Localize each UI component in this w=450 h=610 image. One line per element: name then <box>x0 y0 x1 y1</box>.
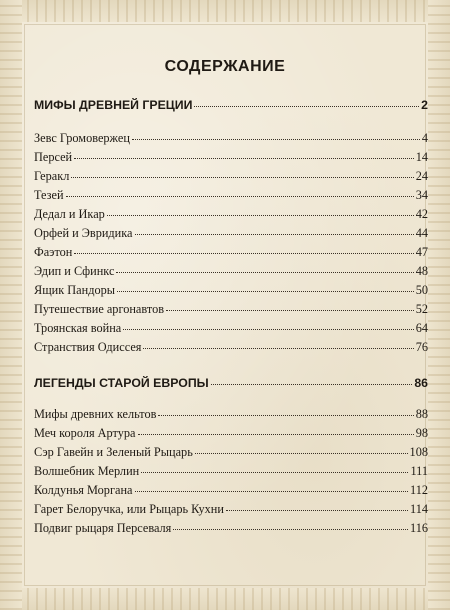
toc-page-number: 2 <box>421 98 428 112</box>
toc-entry[interactable] <box>34 168 428 185</box>
toc-entry-label: Фаэтон <box>34 245 73 259</box>
dot-leader <box>132 129 420 140</box>
toc-page-number: 98 <box>415 426 428 440</box>
toc-entry-label: Дедал и Икар <box>34 207 105 221</box>
toc-section-label: МИФЫ ДРЕВНЕЙ ГРЕЦИИ <box>34 98 193 112</box>
toc-entry[interactable] <box>34 339 428 356</box>
toc-page-number: 52 <box>415 302 428 316</box>
dot-leader <box>195 443 408 454</box>
toc-entry-label: Мифы древних кельтов <box>34 407 157 421</box>
toc-entry-label: Гарет Белоручка, или Рыцарь Кухни <box>34 502 224 516</box>
toc-entry[interactable] <box>34 282 428 299</box>
toc-page-number: 24 <box>415 169 428 183</box>
dot-leader <box>66 186 414 197</box>
ornamental-border-right <box>428 0 450 610</box>
dot-leader <box>143 338 413 349</box>
dot-leader <box>138 424 414 435</box>
toc-page-number: 114 <box>410 502 428 516</box>
toc-page-number: 44 <box>415 226 428 240</box>
dot-leader <box>173 519 408 530</box>
dot-leader <box>107 205 414 216</box>
toc-entry[interactable] <box>34 187 428 204</box>
toc-entry[interactable] <box>34 444 428 461</box>
toc-entry-label: Меч короля Артура <box>34 426 136 440</box>
dot-leader <box>226 500 408 511</box>
toc-entry[interactable] <box>34 425 428 442</box>
toc-page-number: 48 <box>415 264 428 278</box>
toc-entry-label: Подвиг рыцаря Персеваля <box>34 521 172 535</box>
dot-leader <box>135 224 414 235</box>
toc-page-number: 47 <box>415 245 428 259</box>
toc-entry-label: Колдунья Моргана <box>34 483 133 497</box>
dot-leader <box>71 167 413 178</box>
toc-entry-label: Троянская война <box>34 321 122 335</box>
toc-page-number: 34 <box>415 188 428 202</box>
toc-page-number: 42 <box>415 207 428 221</box>
toc-page-number: 86 <box>414 376 428 390</box>
toc-entry[interactable] <box>34 206 428 223</box>
toc-entry[interactable] <box>34 406 428 423</box>
ornamental-border-bottom <box>0 588 450 610</box>
toc-entry-label: Волшебник Мерлин <box>34 464 140 478</box>
dot-leader <box>117 281 414 292</box>
toc-entry-label: Персей <box>34 150 73 164</box>
toc-entry[interactable] <box>34 301 428 318</box>
toc-page-number: 14 <box>415 150 428 164</box>
toc-page-number: 108 <box>409 445 428 459</box>
ornamental-border-left <box>0 0 22 610</box>
toc-entry[interactable] <box>34 320 428 337</box>
toc-entry[interactable] <box>34 501 428 518</box>
toc-entry[interactable] <box>34 149 428 166</box>
page-title: СОДЕРЖАНИЕ <box>164 58 286 75</box>
toc-page-number: 50 <box>415 283 428 297</box>
toc-entry[interactable] <box>34 463 428 480</box>
toc-entry[interactable] <box>34 244 428 261</box>
dot-leader <box>141 462 408 473</box>
toc-entry[interactable] <box>34 130 428 147</box>
toc-section-greece[interactable] <box>34 97 428 114</box>
toc-entry-label: Геракл <box>34 169 70 183</box>
dot-leader <box>116 262 413 273</box>
toc-page-number: 112 <box>410 483 428 497</box>
dot-leader <box>158 405 413 416</box>
toc-entry[interactable] <box>34 225 428 242</box>
toc-entry-label: Ящик Пандоры <box>34 283 116 297</box>
toc-entry-label: Зевс Громовержец <box>34 131 130 145</box>
toc-entry-label: Эдип и Сфинкс <box>34 264 115 278</box>
dot-leader <box>74 243 413 254</box>
dot-leader <box>194 96 419 107</box>
toc-entry-label: Странствия Одиссея <box>34 340 142 354</box>
toc-entry-label: Сэр Гавейн и Зеленый Рыцарь <box>34 445 193 459</box>
toc-page-number: 4 <box>421 131 428 145</box>
toc-page-number: 88 <box>415 407 428 421</box>
toc-page-number: 64 <box>415 321 428 335</box>
toc-section-label: ЛЕГЕНДЫ СТАРОЙ ЕВРОПЫ <box>34 376 209 390</box>
toc-entry-label: Орфей и Эвридика <box>34 226 133 240</box>
ornamental-border-top <box>0 0 450 22</box>
toc-entry[interactable] <box>34 520 428 537</box>
dot-leader <box>135 481 408 492</box>
toc-page-number: 76 <box>415 340 428 354</box>
toc-entry[interactable] <box>34 263 428 280</box>
toc-page-number: 116 <box>410 521 428 535</box>
toc-entry[interactable] <box>34 482 428 499</box>
toc-entry-label: Путешествие аргонавтов <box>34 302 165 316</box>
dot-leader <box>166 300 414 311</box>
toc-entry-label: Тезей <box>34 188 64 202</box>
dot-leader <box>74 148 414 159</box>
dot-leader <box>123 319 413 330</box>
dot-leader <box>211 374 413 385</box>
toc-section-europe[interactable] <box>34 375 428 392</box>
toc-page-number: 111 <box>410 464 428 478</box>
